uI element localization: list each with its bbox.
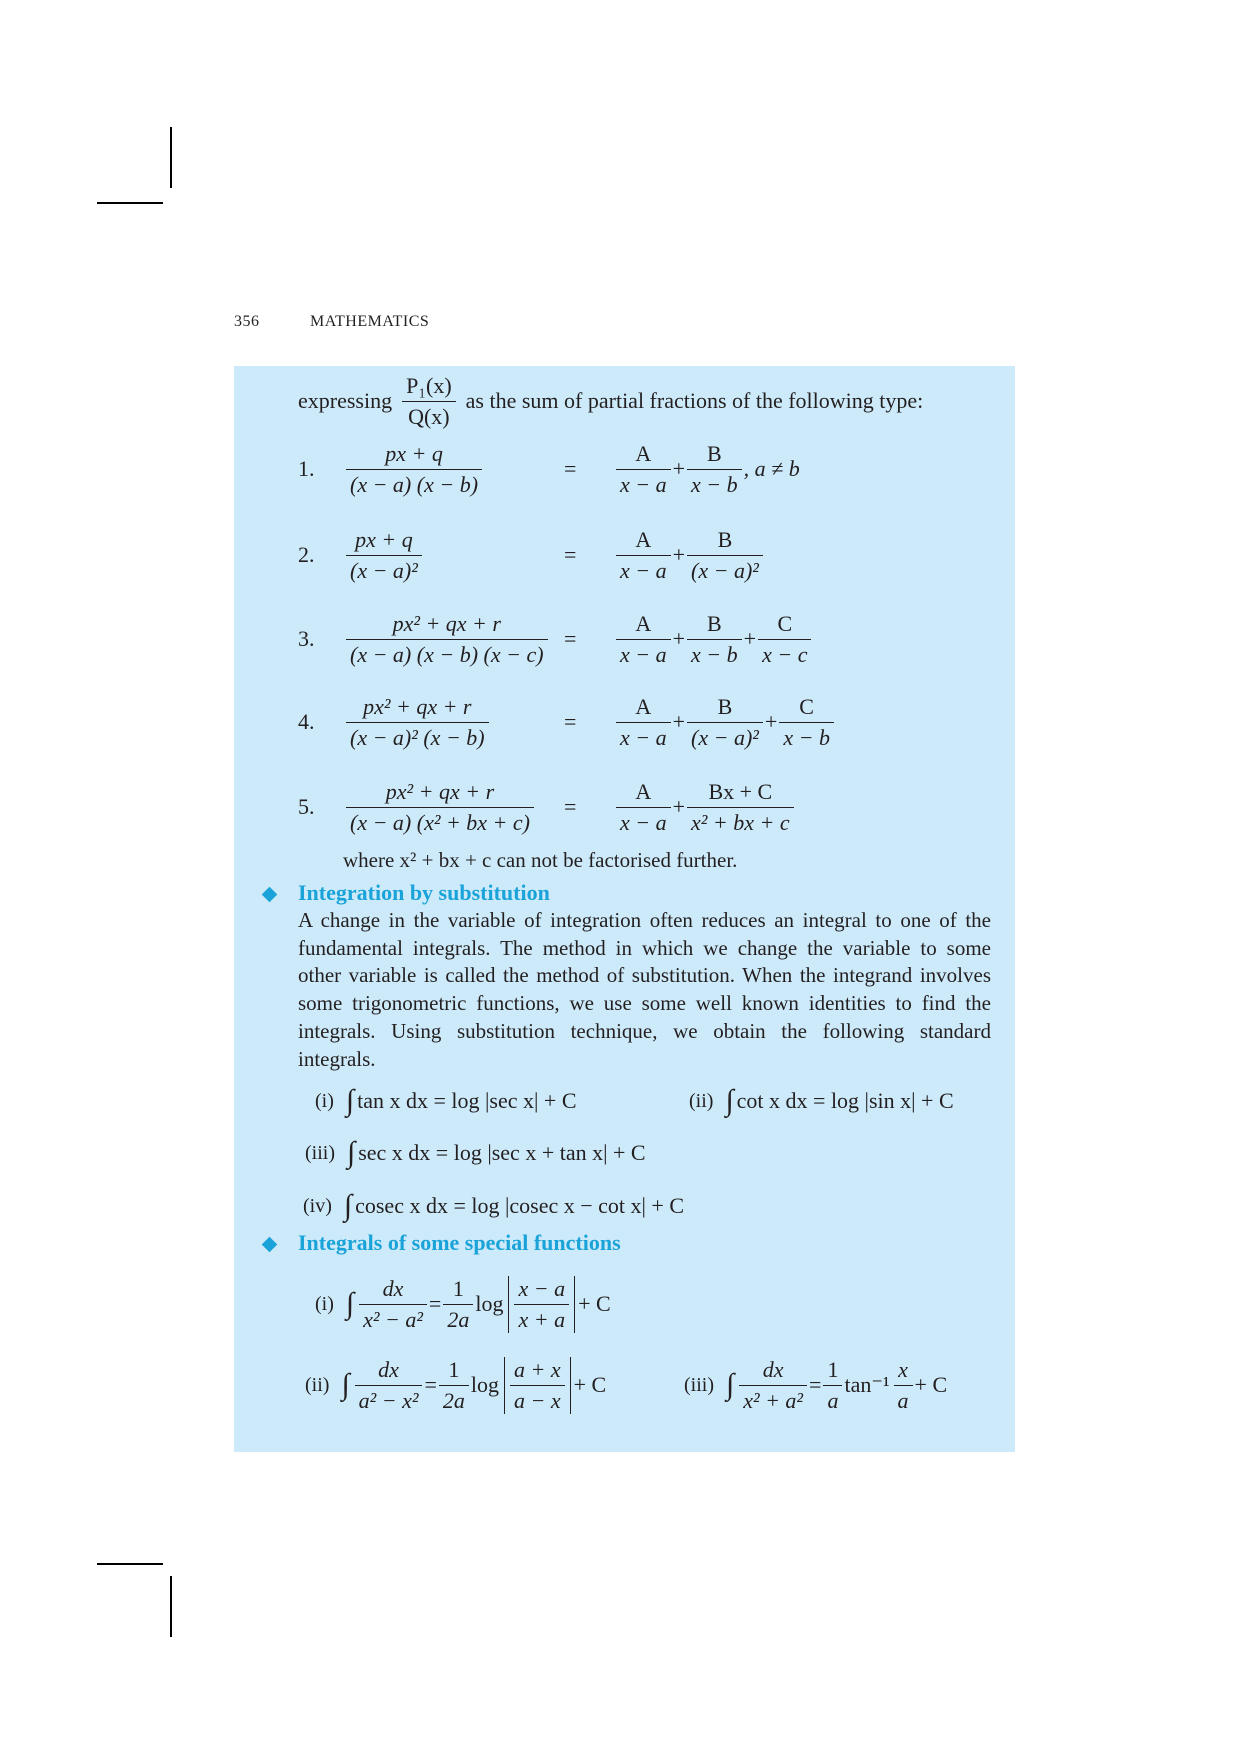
- denominator: x² + a²: [743, 1387, 804, 1413]
- denominator: Q(x): [408, 403, 450, 429]
- plus-sign: +: [672, 709, 686, 734]
- partial-fraction-row: [234, 520, 1015, 590]
- integral-sign-icon: ∫: [345, 1287, 355, 1320]
- lhs-fraction: [346, 611, 548, 668]
- lhs-fraction: [346, 527, 422, 584]
- formula-label: (ii): [305, 1373, 330, 1396]
- denominator: (x − a)²: [691, 557, 759, 583]
- numerator: A: [616, 527, 671, 556]
- partial-fraction-row: [234, 434, 1015, 504]
- row-index: 3.: [298, 626, 315, 651]
- row-index: 1.: [298, 456, 315, 481]
- lhs-fraction: [346, 779, 534, 836]
- substitution-paragraph: [298, 907, 991, 1073]
- denominator: (x − a)²: [350, 557, 418, 583]
- equals-sign: =: [809, 1372, 822, 1397]
- coefficient-fraction: [443, 1276, 473, 1333]
- intro-prefix: expressing: [298, 388, 393, 413]
- denominator: x² − a²: [363, 1306, 423, 1332]
- denominator: x − b: [691, 641, 738, 667]
- integral-sign-icon: ∫: [347, 1136, 356, 1169]
- rhs-fraction: [616, 779, 671, 836]
- integral-sign-icon: ∫: [725, 1084, 734, 1117]
- crop-mark: [97, 202, 163, 204]
- rhs-fraction: [687, 527, 763, 584]
- numerator: 1: [443, 1276, 473, 1305]
- plus-sign: +: [743, 626, 757, 651]
- paragraph-line: integrals.: [298, 1046, 376, 1071]
- rhs-fraction: [616, 441, 671, 498]
- denominator: a: [897, 1387, 909, 1413]
- numerator: C: [758, 611, 811, 640]
- denominator: a² − x²: [358, 1387, 419, 1413]
- equals-sign: =: [564, 794, 577, 819]
- partial-fraction-row: [234, 604, 1015, 674]
- numerator: px² + qx + r: [346, 694, 489, 723]
- note: where x² + bx + c can not be factorised further.: [343, 848, 738, 872]
- formula-expression: tan x dx = log |sec x| + C: [357, 1088, 577, 1113]
- numerator: x − a: [514, 1276, 569, 1305]
- function-name: log: [470, 1372, 500, 1397]
- numerator: A: [616, 779, 671, 808]
- numerator: px + q: [346, 527, 422, 556]
- paragraph-line: some trigonometric functions, we use some well known identities to find the: [298, 991, 991, 1016]
- equals-sign: =: [428, 1291, 442, 1316]
- denominator: (x − a) (x − b): [350, 471, 479, 497]
- running-title: MATHEMATICS: [310, 313, 430, 330]
- intro-line: [298, 366, 923, 436]
- intro-fraction: [402, 373, 456, 430]
- argument-fraction: [514, 1276, 569, 1333]
- integral-sign-icon: ∫: [341, 1368, 350, 1401]
- coefficient-fraction: [439, 1357, 469, 1414]
- rhs-fraction: [758, 611, 811, 668]
- special-integral: [684, 1350, 947, 1420]
- integrand-fraction: [359, 1276, 427, 1333]
- numerator: B: [687, 527, 763, 556]
- denominator: a: [827, 1387, 839, 1413]
- equals-sign: =: [424, 1372, 437, 1397]
- plus-sign: +: [672, 794, 686, 819]
- formula-expression: cot x dx = log |sin x| + C: [736, 1088, 954, 1113]
- denominator: x − a: [620, 809, 667, 835]
- plus-sign: +: [672, 626, 686, 651]
- numerator: Bx + C: [687, 779, 794, 808]
- equals-sign: =: [564, 626, 577, 651]
- special-integral: [305, 1350, 606, 1420]
- numerator: B: [687, 441, 742, 470]
- function-name: tan⁻¹: [844, 1372, 890, 1397]
- special-integral: [315, 1269, 611, 1339]
- row-index: 4.: [298, 709, 315, 734]
- formula-expression: sec x dx = log |sec x + tan x| + C: [358, 1140, 646, 1165]
- intro-suffix: as the sum of partial fractions of the following type:: [465, 388, 924, 413]
- constant: + C: [578, 1291, 611, 1316]
- equals-sign: =: [564, 709, 577, 734]
- page-number: 356: [234, 313, 260, 330]
- crop-mark: [170, 1576, 172, 1637]
- row-index: 2.: [298, 542, 315, 567]
- numerator: A: [616, 694, 671, 723]
- argument-fraction: [510, 1357, 565, 1414]
- paragraph-line: fundamental integrals. The method in which we change the variable to some: [298, 935, 991, 960]
- numerator: B: [687, 611, 742, 640]
- numerator: dx: [739, 1357, 807, 1386]
- formula-label: (iii): [684, 1373, 714, 1396]
- function-name: log: [475, 1291, 504, 1316]
- numerator: px + q: [346, 441, 482, 470]
- numerator: dx: [359, 1276, 427, 1305]
- denominator: x + a: [518, 1306, 566, 1332]
- formula-label: (iii): [305, 1141, 335, 1164]
- numerator: C: [779, 694, 834, 723]
- row-index: 5.: [298, 794, 315, 819]
- equals-sign: =: [564, 456, 577, 481]
- formula-expression: cosec x dx = log |cosec x − cot x| + C: [355, 1193, 685, 1218]
- denominator: x − a: [620, 641, 667, 667]
- crop-mark: [170, 127, 172, 188]
- denominator: a − x: [514, 1387, 561, 1413]
- denominator: x − c: [762, 641, 808, 667]
- numerator: px² + qx + r: [346, 611, 548, 640]
- paragraph-line: other variable is called the method of substitution. When the integrand involves: [298, 963, 991, 988]
- plus-sign: +: [672, 542, 686, 567]
- rhs-fraction: [687, 779, 794, 836]
- numerator: dx: [355, 1357, 423, 1386]
- denominator: 2a: [442, 1387, 465, 1413]
- denominator: x − b: [691, 471, 738, 497]
- numerator: x: [894, 1357, 913, 1386]
- formula-label: (ii): [689, 1089, 714, 1112]
- rhs-fraction: [616, 611, 671, 668]
- partial-fraction-row: [234, 772, 1015, 842]
- formula-label: (i): [315, 1292, 334, 1315]
- denominator: (x − a)² (x − b): [350, 724, 485, 750]
- absolute-value: [504, 1357, 571, 1414]
- paragraph-line: integrals. Using substitution technique, we obtain the following standard: [298, 1018, 991, 1043]
- denominator: x − a: [620, 471, 667, 497]
- numerator: a + x: [510, 1357, 565, 1386]
- constant: + C: [914, 1372, 948, 1397]
- denominator: x − b: [783, 724, 830, 750]
- formula-label: (i): [315, 1089, 334, 1112]
- integral-sign-icon: ∫: [343, 1189, 353, 1222]
- plus-sign: +: [672, 456, 686, 481]
- condition: , a ≠ b: [743, 456, 800, 481]
- constant: + C: [573, 1372, 607, 1397]
- numerator: 1: [823, 1357, 842, 1386]
- integrand-fraction: [355, 1357, 423, 1414]
- rhs-fraction: [616, 527, 671, 584]
- rhs-fraction: [687, 611, 742, 668]
- plus-sign: +: [764, 709, 778, 734]
- lhs-fraction: [346, 441, 482, 498]
- rhs-fraction: [687, 441, 742, 498]
- rhs-fraction: [616, 694, 671, 751]
- paragraph-line: A change in the variable of integration often reduces an integral to one of the: [298, 908, 991, 932]
- section-heading-special-functions: Integrals of some special functions: [298, 1230, 621, 1255]
- lhs-fraction: [346, 694, 489, 751]
- formula-label: (iv): [303, 1194, 332, 1217]
- absolute-value: [508, 1276, 575, 1333]
- integral-sign-icon: ∫: [345, 1084, 355, 1117]
- crop-mark: [97, 1563, 163, 1565]
- integral-sign-icon: ∫: [726, 1368, 735, 1401]
- numerator: P₁(x): [402, 373, 456, 402]
- denominator: (x − a)²: [691, 724, 759, 750]
- numerator: B: [687, 694, 763, 723]
- integral-formula: [689, 1066, 954, 1136]
- denominator: 2a: [447, 1306, 470, 1332]
- denominator: x − a: [620, 724, 667, 750]
- numerator: 1: [439, 1357, 469, 1386]
- rhs-fraction: [779, 694, 834, 751]
- numerator: A: [616, 441, 671, 470]
- numerator: px² + qx + r: [346, 779, 534, 808]
- argument-fraction: [894, 1357, 913, 1414]
- partial-fraction-row: [234, 687, 1015, 757]
- denominator: (x − a) (x − b) (x − c): [350, 641, 544, 667]
- section-heading-substitution: Integration by substitution: [298, 880, 550, 905]
- denominator: x² + bx + c: [691, 809, 790, 835]
- integrand-fraction: [739, 1357, 807, 1414]
- equals-sign: =: [564, 542, 577, 567]
- coefficient-fraction: [823, 1357, 842, 1414]
- rhs-fraction: [687, 694, 763, 751]
- denominator: x − a: [620, 557, 667, 583]
- denominator: (x − a) (x² + bx + c): [350, 809, 530, 835]
- numerator: A: [616, 611, 671, 640]
